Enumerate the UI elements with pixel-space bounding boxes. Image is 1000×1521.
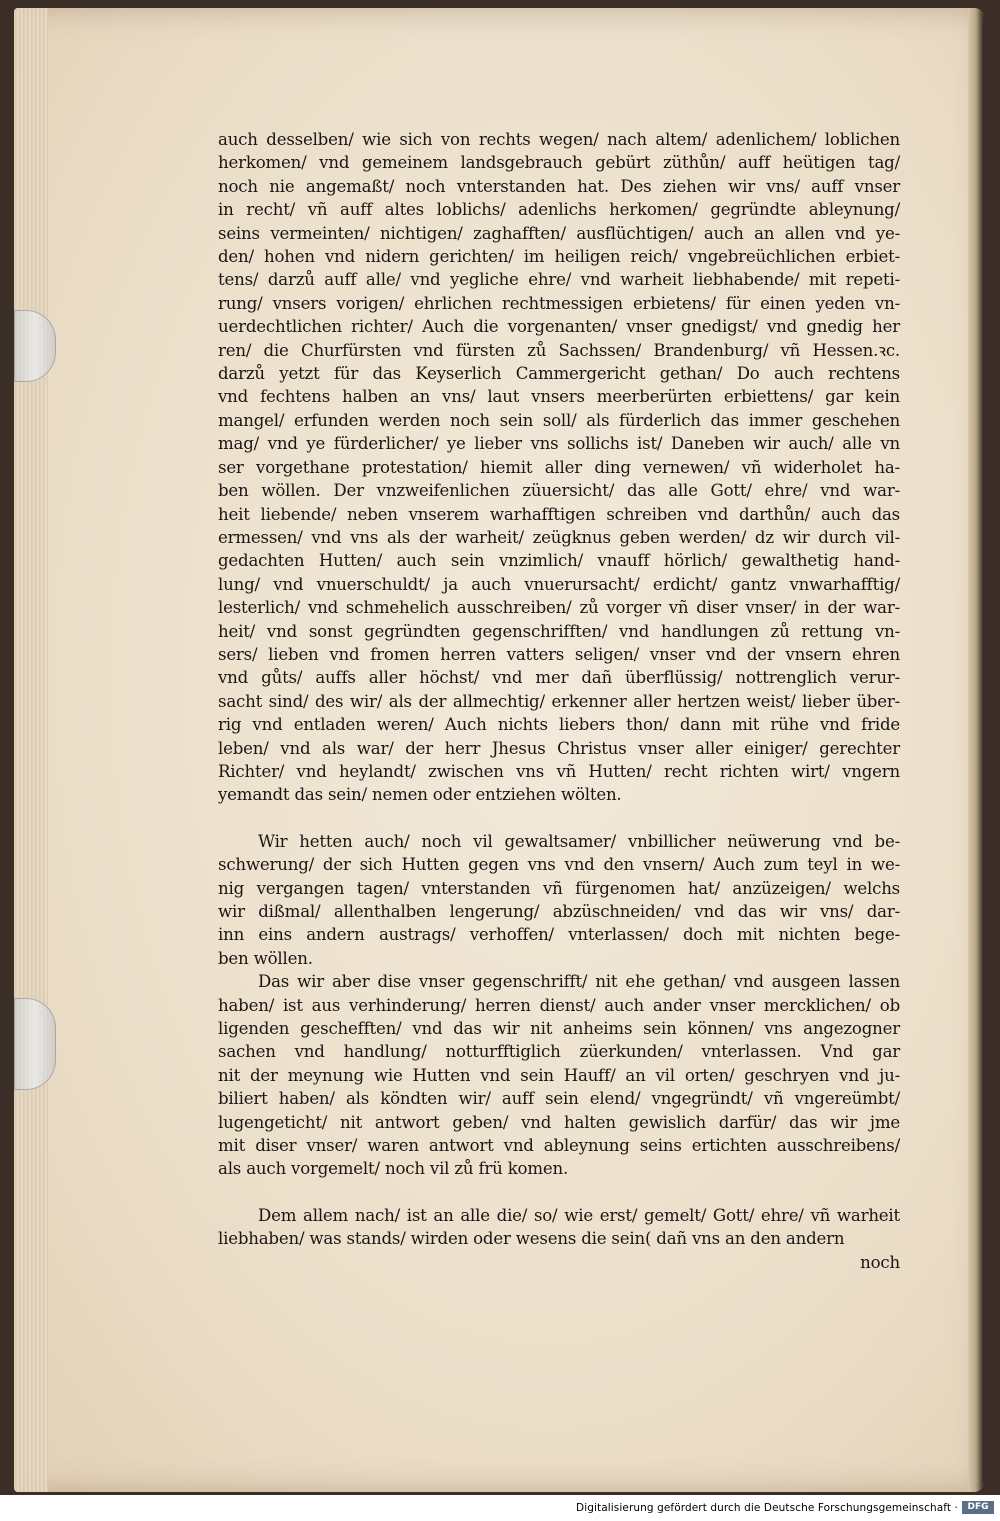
text-line: mit diser vnser/ waren antwort vnd ableynung seins ertichten ausschreibens/ — [218, 1136, 900, 1156]
text-line: lugengeticht/ nit antwort geben/ vnd halten gewislich darfür/ das wir jme — [218, 1112, 900, 1132]
text-line: biliert haben/ als köndten wir/ auff sein elend/ vngegründt/ vñ vngereümbt/ — [218, 1089, 900, 1109]
dfg-logo: DFG — [962, 1501, 994, 1514]
body-text — [218, 128, 900, 1274]
text-line: nig vergangen tagen/ vnterstanden vñ fürgenomen hat/ anzüzeigen/ welchs — [218, 878, 900, 898]
text-line: heit liebende/ neben vnserem warhafftigen schreiben vnd darthůn/ auch das — [218, 504, 900, 524]
page-clip-bottom — [14, 998, 56, 1090]
text-line: ben wöllen. — [218, 948, 313, 968]
text-line: haben/ ist aus verhinderung/ herren dienst/ auch ander vnser mercklichen/ ob — [218, 995, 900, 1015]
paragraph-gap — [218, 1181, 900, 1204]
text-line: tens/ darzů auff alle/ vnd yegliche ehre/ vnd warheit liebhabende/ mit repeti- — [218, 270, 900, 290]
text-line: mangel/ erfunden werden noch sein soll/ als fürderlich das immer geschehen — [218, 410, 900, 430]
text-line: uerdechtlichen richter/ Auch die vorgenanten/ vnser gnedigst/ vnd gnedig her — [218, 317, 900, 337]
text-line: Dem allem nach/ ist an alle die/ so/ wie erst/ gemelt/ Gott/ ehre/ vñ warheit — [258, 1205, 900, 1225]
text-line: heit/ vnd sonst gegründten gegenschrifften/ vnd handlungen zů rettung vn- — [218, 621, 900, 641]
text-line: yemandt das sein/ nemen oder entziehen wölten. — [218, 785, 622, 805]
paragraph — [218, 1204, 900, 1251]
text-line: vnd gůts/ auffs aller höchst/ vnd mer dañ überflüssig/ nottrenglich verur- — [218, 668, 900, 688]
text-line: vnd fechtens halben an vns/ laut vnsers meerberürten erbiettens/ gar kein — [218, 387, 900, 407]
text-line: nit der meynung wie Hutten vnd sein Hauff/ an vil orten/ geschryen vnd ju- — [218, 1065, 900, 1085]
page-edges — [14, 8, 48, 1492]
paragraph-gap — [218, 807, 900, 830]
text-line: lung/ vnd vnuerschuldt/ ja auch vnuerursacht/ erdicht/ gantz vnwarhafftig/ — [218, 574, 900, 594]
text-line: leben/ vnd als war/ der herr Jhesus Christus vnser aller einiger/ gerechter — [218, 738, 900, 758]
text-line: lesterlich/ vnd schmehelich ausschreiben/ zů vorger vñ diser vnser/ in der war- — [218, 598, 900, 618]
text-line: ligenden geschefften/ vnd das wir nit anheims sein können/ vns angezogner — [218, 1019, 900, 1039]
catchword: noch — [860, 1252, 900, 1272]
footer — [0, 1495, 1000, 1521]
page-right-edge — [968, 8, 984, 1492]
text-line: ren/ die Churfürsten vnd fürsten zů Sachssen/ Brandenburg/ vñ Hessen.ꝛc. — [218, 340, 900, 360]
text-line: rig vnd entladen weren/ Auch nichts liebers thon/ dann mit rühe vnd fride — [218, 715, 900, 735]
text-line: ben wöllen. Der vnzweifenlichen züuersicht/ das alle Gott/ ehre/ vnd war- — [218, 481, 900, 501]
text-line: seins vermeinten/ nichtigen/ zaghafften/ ausflüchtigen/ auch an allen vnd ye- — [218, 223, 900, 243]
text-line: sachen vnd handlung/ notturfftiglich züerkunden/ vnterlassen. Vnd gar — [218, 1042, 900, 1062]
paragraph — [218, 970, 900, 1181]
text-line: ermessen/ vnd vns als der warheit/ zeügknus geben werden/ dz wir durch vil- — [218, 527, 900, 547]
text-line: noch nie angemaßt/ noch vnterstanden hat. Des ziehen wir vns/ auff vnser — [218, 176, 900, 196]
text-line: herkomen/ vnd gemeinem landsgebrauch gebürt züthůn/ auff heütigen tag/ — [218, 153, 900, 173]
text-line: inn eins andern austrags/ verhoffen/ vnterlassen/ doch mit nichten bege- — [218, 925, 900, 945]
text-line: in recht/ vñ auff altes loblichs/ adenlichs herkomen/ gegründte ableynung/ — [218, 200, 900, 220]
paragraph — [218, 830, 900, 970]
text-line: auch desselben/ wie sich von rechts wegen/ nach altem/ adenlichem/ loblichen — [218, 130, 900, 149]
text-line: mag/ vnd ye fürderlicher/ ye lieber vns sollichs ist/ Daneben wir auch/ alle vn — [218, 434, 900, 454]
text-line: gedachten Hutten/ auch sein vnzimlich/ vnauff hörlich/ gewalthetig hand- — [218, 551, 900, 571]
footer-credit: Digitalisierung gefördert durch die Deutsche Forschungsgemeinschaft · — [576, 1502, 958, 1514]
text-line: als auch vorgemelt/ noch vil zů frü komen. — [218, 1159, 569, 1179]
paragraph — [218, 128, 900, 807]
text-line: Das wir aber dise vnser gegenschrifft/ nit ehe gethan/ vnd ausgeen lassen — [258, 972, 900, 992]
text-line: ser vorgethane protestation/ hiemit aller ding vernewen/ vñ widerholet ha- — [218, 457, 900, 477]
text-line: Wir hetten auch/ noch vil gewaltsamer/ vnbillicher neüwerung vnd be- — [258, 831, 900, 851]
text-line: wir dißmal/ allenthalben lengerung/ abzüschneiden/ vnd das wir vns/ dar- — [218, 902, 900, 921]
text-line: rung/ vnsers vorigen/ ehrlichen rechtmessigen erbietens/ für einen yeden vn- — [218, 293, 900, 313]
text-line: schwerung/ der sich Hutten gegen vns vnd den vnsern/ Auch zum teyl in we- — [218, 855, 900, 875]
text-line: sacht sind/ des wir/ als der allmechtig/ erkenner aller hertzen weist/ lieber über- — [218, 691, 900, 711]
text-line: sers/ lieben vnd fromen herren vatters seligen/ vnser vnd der vnsern ehren — [218, 644, 900, 664]
page-clip-top — [14, 310, 56, 382]
text-line: Richter/ vnd heylandt/ zwischen vns vñ Hutten/ recht richten wirt/ vngern — [218, 761, 900, 781]
text-line: darzů yetzt für das Keyserlich Cammergericht gethan/ Do auch rechtens — [218, 364, 900, 384]
text-line: liebhaben/ was stands/ wirden oder wesens die sein( dañ vns an den andern — [218, 1229, 845, 1249]
text-line: den/ hohen vnd nidern gerichten/ im heiligen reich/ vngebreüchlichen erbiet- — [218, 247, 900, 267]
